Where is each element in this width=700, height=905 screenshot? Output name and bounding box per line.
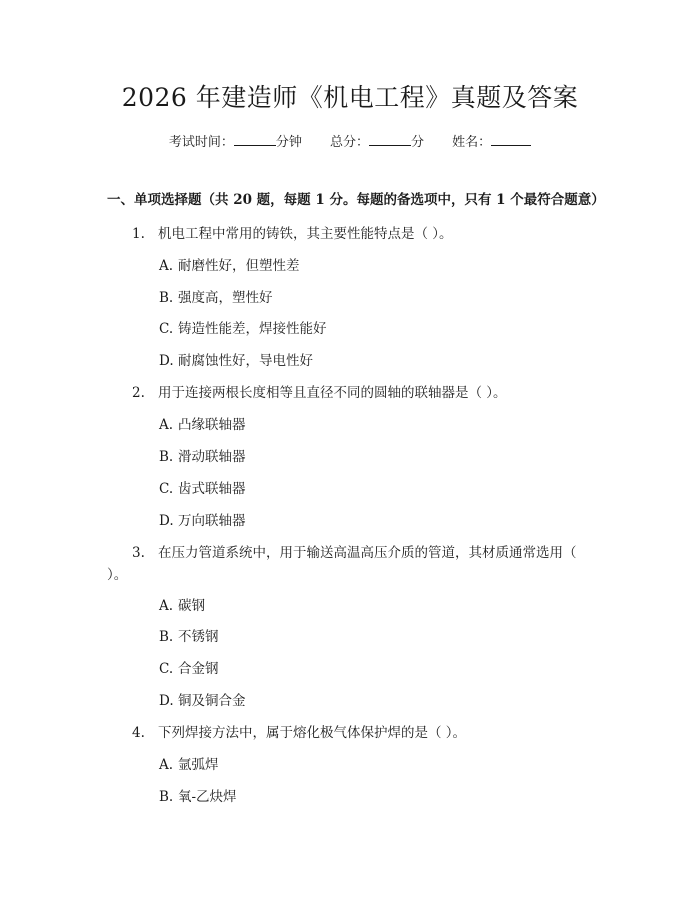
option-text: 碳钢 — [178, 598, 205, 614]
option-text: 万向联轴器 — [178, 513, 246, 529]
option-letter: C. — [159, 661, 174, 677]
option-letter: A. — [159, 417, 174, 433]
question-text: 用于连接两根长度相等且直径不同的圆轴的联轴器是（ ）。 — [158, 385, 507, 401]
question-text: 下列焊接方法中，属于熔化极气体保护焊的是（ ）。 — [158, 725, 467, 741]
question-number: 1. — [132, 226, 145, 242]
question-number: 4. — [132, 725, 145, 741]
option-letter: A. — [159, 258, 174, 274]
candidate-name-label: 姓名： — [452, 135, 492, 150]
option-text: 强度高，塑性好 — [178, 290, 273, 306]
option-letter: D. — [159, 513, 174, 529]
option-text: 凸缘联轴器 — [178, 417, 246, 433]
option-2c — [159, 479, 246, 499]
exam-meta — [0, 131, 700, 153]
option-letter: A. — [159, 757, 174, 773]
option-2a — [159, 415, 246, 435]
option-text: 铜及铜合金 — [178, 693, 246, 709]
option-text: 不锈钢 — [178, 629, 219, 645]
option-1d — [159, 351, 313, 371]
exam-time-unit: 分钟 — [275, 135, 302, 150]
option-3b — [159, 627, 219, 647]
option-2b — [159, 447, 246, 467]
option-letter: D. — [159, 353, 174, 369]
option-letter: B. — [159, 629, 174, 645]
option-text: 齿式联轴器 — [178, 481, 246, 497]
total-score — [330, 131, 424, 153]
option-text: 合金钢 — [178, 661, 219, 677]
total-score-label: 总分： — [329, 135, 369, 150]
option-text: 氧-乙炔焊 — [178, 789, 237, 805]
option-1b — [159, 288, 273, 308]
option-letter: D. — [159, 693, 174, 709]
option-1c — [159, 319, 327, 339]
option-3a — [159, 596, 205, 616]
option-letter: C. — [159, 321, 174, 337]
question-4 — [132, 723, 466, 743]
option-4b — [159, 787, 237, 807]
exam-time-blank — [234, 131, 276, 146]
option-letter: B. — [159, 290, 174, 306]
question-number: 3. — [132, 545, 145, 561]
candidate-name — [452, 131, 531, 153]
option-letter: B. — [159, 789, 174, 805]
question-2 — [132, 383, 507, 403]
option-text: 氩弧焊 — [178, 757, 219, 773]
option-letter: C. — [159, 481, 174, 497]
option-letter: A. — [159, 598, 174, 614]
option-text: 滑动联轴器 — [178, 449, 246, 465]
option-2d — [159, 511, 246, 531]
option-text: 铸造性能差，焊接性能好 — [178, 321, 327, 337]
option-letter: B. — [159, 449, 174, 465]
candidate-name-blank — [491, 131, 531, 146]
exam-time — [169, 131, 302, 153]
question-number: 2. — [132, 385, 145, 401]
option-3c — [159, 659, 219, 679]
option-text: 耐腐蚀性好，导电性好 — [178, 353, 313, 369]
option-4a — [159, 755, 219, 775]
option-1a — [159, 256, 300, 276]
question-text: 在压力管道系统中，用于输送高温高压介质的管道，其材质通常选用（ ）。 — [107, 545, 577, 583]
option-3d — [159, 691, 246, 711]
question-1 — [132, 224, 453, 244]
option-text: 耐磨性好，但塑性差 — [178, 258, 300, 274]
total-score-unit: 分 — [411, 135, 425, 150]
exam-time-label: 考试时间： — [168, 135, 234, 150]
question-3 — [107, 542, 577, 586]
question-text: 机电工程中常用的铸铁，其主要性能特点是（ ）。 — [158, 226, 453, 242]
total-score-blank — [369, 131, 411, 146]
section-heading: 一、单项选择题（共 20 题，每题 1 分。每题的备选项中，只有 1 个最符合题意） — [107, 192, 605, 208]
page-title: 2026 年建造师《机电工程》真题及答案 — [121, 83, 579, 112]
